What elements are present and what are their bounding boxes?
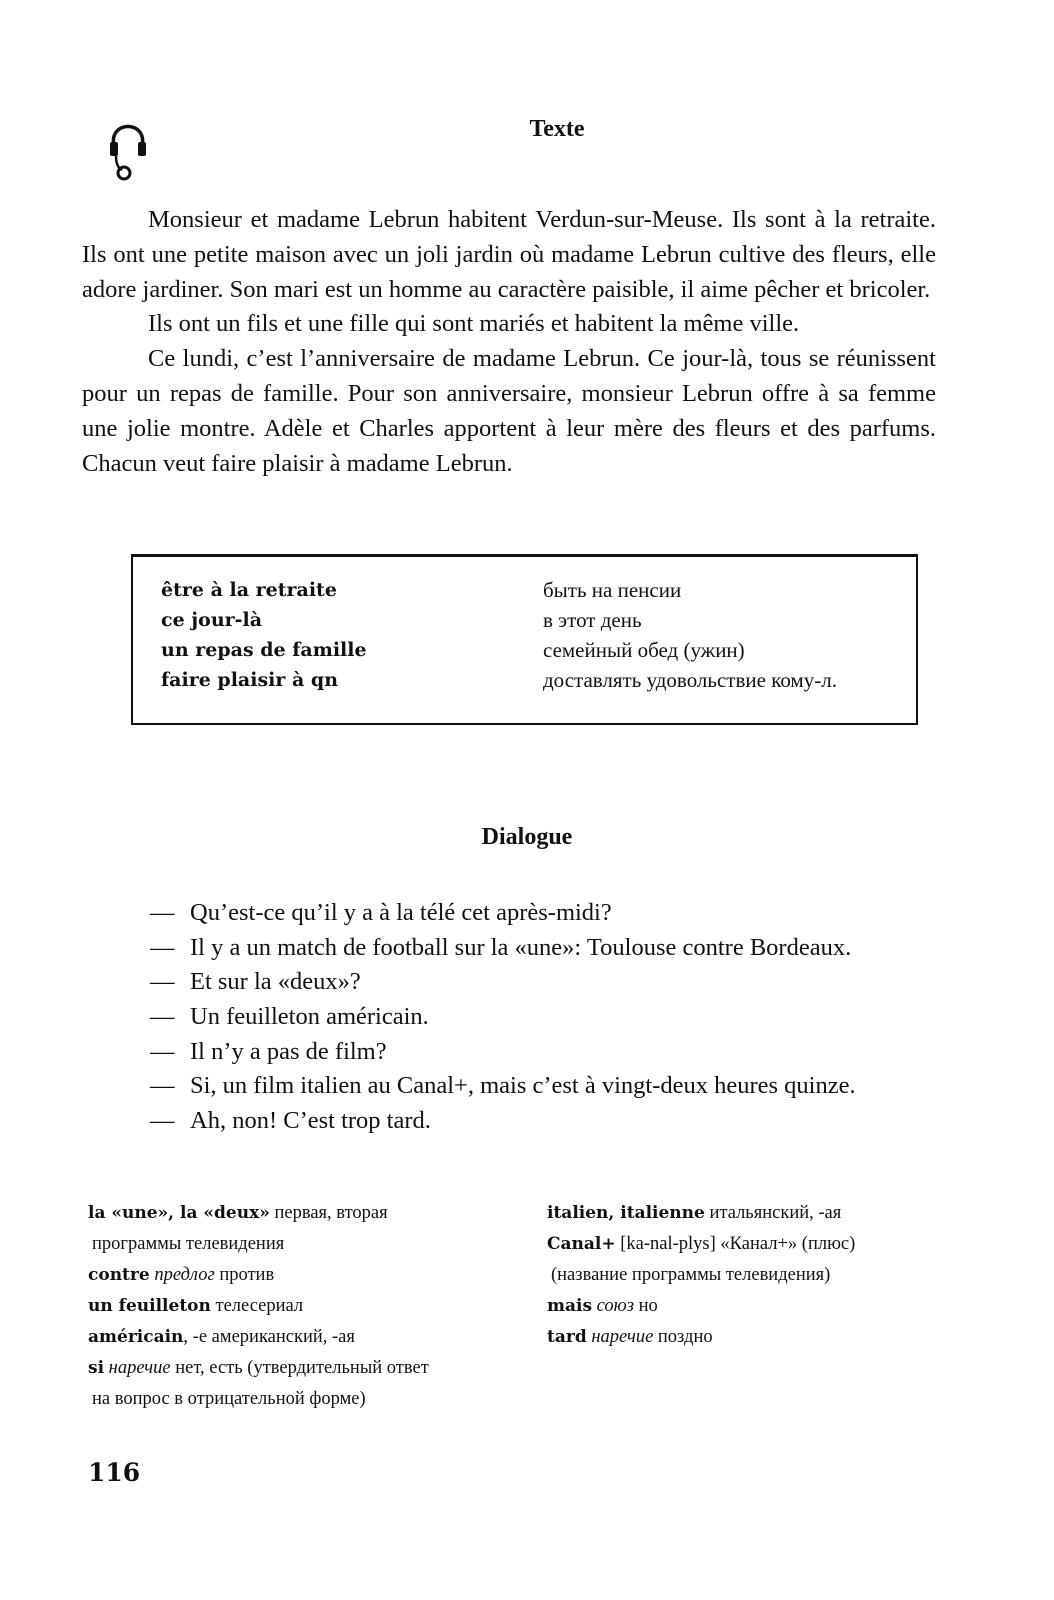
glossary-translation: (название программы телевидения) (551, 1265, 831, 1285)
glossary-entry-continuation (88, 1384, 508, 1415)
dialogue-line (150, 965, 950, 1000)
glossary-term: la «une», la «deux» (88, 1203, 270, 1223)
glossary-left-column (88, 1198, 508, 1415)
vocabulary-french-term: un repas de famille (161, 639, 367, 661)
glossary-entry-continuation (547, 1260, 987, 1291)
glossary-grammar-note: союз (596, 1296, 634, 1316)
glossary-grammar-note: наречие (108, 1358, 171, 1378)
vocabulary-russian-translation: доставлять удовольствие кому-л. (543, 668, 837, 692)
dialogue-line-text: Ah, non! C’est trop tard. (190, 1107, 431, 1135)
glossary-translation: поздно (657, 1327, 713, 1347)
glossary-entry (547, 1198, 987, 1229)
glossary-term: américain (88, 1327, 184, 1347)
vocabulary-french-term: ce jour-là (161, 609, 263, 631)
glossary-translation: программы телевидения (92, 1234, 285, 1254)
glossary-entry (547, 1229, 987, 1260)
dialogue-dash: — (150, 1072, 175, 1100)
glossary-entry (88, 1353, 508, 1384)
glossary-term: si (88, 1358, 105, 1378)
glossary-term: mais (547, 1296, 593, 1316)
glossary-translation: итальянский, -ая (709, 1203, 842, 1223)
dialogue-dash: — (150, 933, 175, 961)
texte-title: Texte (529, 116, 585, 142)
texte-body (82, 203, 936, 481)
dialogue-line-text: Il y a un match de football sur la «une»: Toulouse contre Bordeaux. (190, 933, 852, 961)
glossary-translation: нет, есть (утвердительный ответ (175, 1358, 429, 1378)
dialogue-title: Dialogue (481, 824, 573, 850)
dialogue-line-text: Un feuilleton américain. (190, 1003, 429, 1031)
vocabulary-french-term: faire plaisir à qn (161, 669, 339, 691)
glossary-entry (88, 1198, 508, 1229)
dialogue-dash: — (150, 1037, 175, 1065)
dialogue-line (150, 896, 950, 931)
glossary-translation: на вопрос в отрицательной форме) (92, 1389, 366, 1409)
glossary-translation: [ka-nal-plys] «Канал+» (плюс) (620, 1234, 856, 1254)
glossary-entry-continuation (88, 1229, 508, 1260)
glossary-term: un feuilleton (88, 1296, 211, 1316)
texte-paragraph: Ce lundi, c’est l’anniversaire de madame Lebrun. Ce jour-là, tous se réunissent pour un repas de famille. Pour son anniversaire, monsieur Lebrun offre à sa femme une jolie montre. Adèle et Charles apportent à leur mère des fleurs et des parfums. Chacun veut faire plaisir à madame Lebrun. (82, 345, 936, 477)
glossary-term: Canal+ (547, 1234, 616, 1254)
glossary-term: italien, italienne (547, 1203, 705, 1223)
vocabulary-french-column (161, 575, 367, 695)
dialogue-line (150, 1035, 950, 1070)
dialogue-dash: — (150, 968, 175, 996)
page-number: 116 (88, 1458, 141, 1487)
glossary-entry (88, 1260, 508, 1291)
vocabulary-box (131, 554, 918, 725)
glossary-entry (88, 1322, 508, 1353)
glossary-right-column (547, 1198, 987, 1353)
dialogue-dash: — (150, 1003, 175, 1031)
glossary-translation: но (638, 1296, 658, 1316)
glossary-entry (547, 1322, 987, 1353)
dialogue-line (150, 1104, 950, 1139)
dialogue-line-text: Et sur la «deux»? (190, 968, 361, 996)
glossary-translation: против (219, 1265, 275, 1285)
glossary-term: contre (88, 1265, 150, 1285)
glossary-term: tard (547, 1327, 587, 1347)
glossary-translation: , -е американский, -ая (183, 1327, 355, 1347)
dialogue-line (150, 1000, 950, 1035)
dialogue-dash: — (150, 1107, 175, 1135)
glossary-translation: телесериал (215, 1296, 304, 1316)
vocabulary-russian-translation: в этот день (543, 608, 642, 632)
glossary-entry (547, 1291, 987, 1322)
vocabulary-russian-translation: семейный обед (ужин) (543, 638, 745, 662)
glossary-grammar-note: предлог (154, 1265, 215, 1285)
texte-paragraph: Ils ont un fils et une fille qui sont mariés et habitent la même ville. (148, 310, 800, 338)
vocabulary-russian-column (543, 575, 837, 695)
glossary-grammar-note: наречие (591, 1327, 654, 1347)
dialogue-body (150, 896, 950, 1139)
dialogue-line (150, 1069, 950, 1104)
dialogue-line-text: Qu’est-ce qu’il y a à la télé cet après-midi? (190, 899, 612, 926)
vocabulary-french-term: être à la retraite (161, 579, 337, 601)
dialogue-dash: — (150, 899, 175, 926)
vocabulary-russian-translation: быть на пенсии (543, 578, 682, 602)
glossary-entry (88, 1291, 508, 1322)
dialogue-line-text: Si, un film italien au Canal+, mais c’est à vingt-deux heures quinze. (190, 1072, 856, 1100)
texte-paragraph: Monsieur et madame Lebrun habitent Verdun-sur-Meuse. Ils sont à la retraite. Ils ont une petite maison avec un joli jardin où madame Lebrun cultive des fleurs, elle adore jardiner. Son mari est un homme au caractère paisible, il aime pêcher et bricoler. (82, 206, 936, 303)
dialogue-line (150, 931, 950, 966)
dialogue-line-text: Il n’y a pas de film? (190, 1037, 387, 1065)
glossary-translation: первая, вторая (274, 1203, 388, 1223)
